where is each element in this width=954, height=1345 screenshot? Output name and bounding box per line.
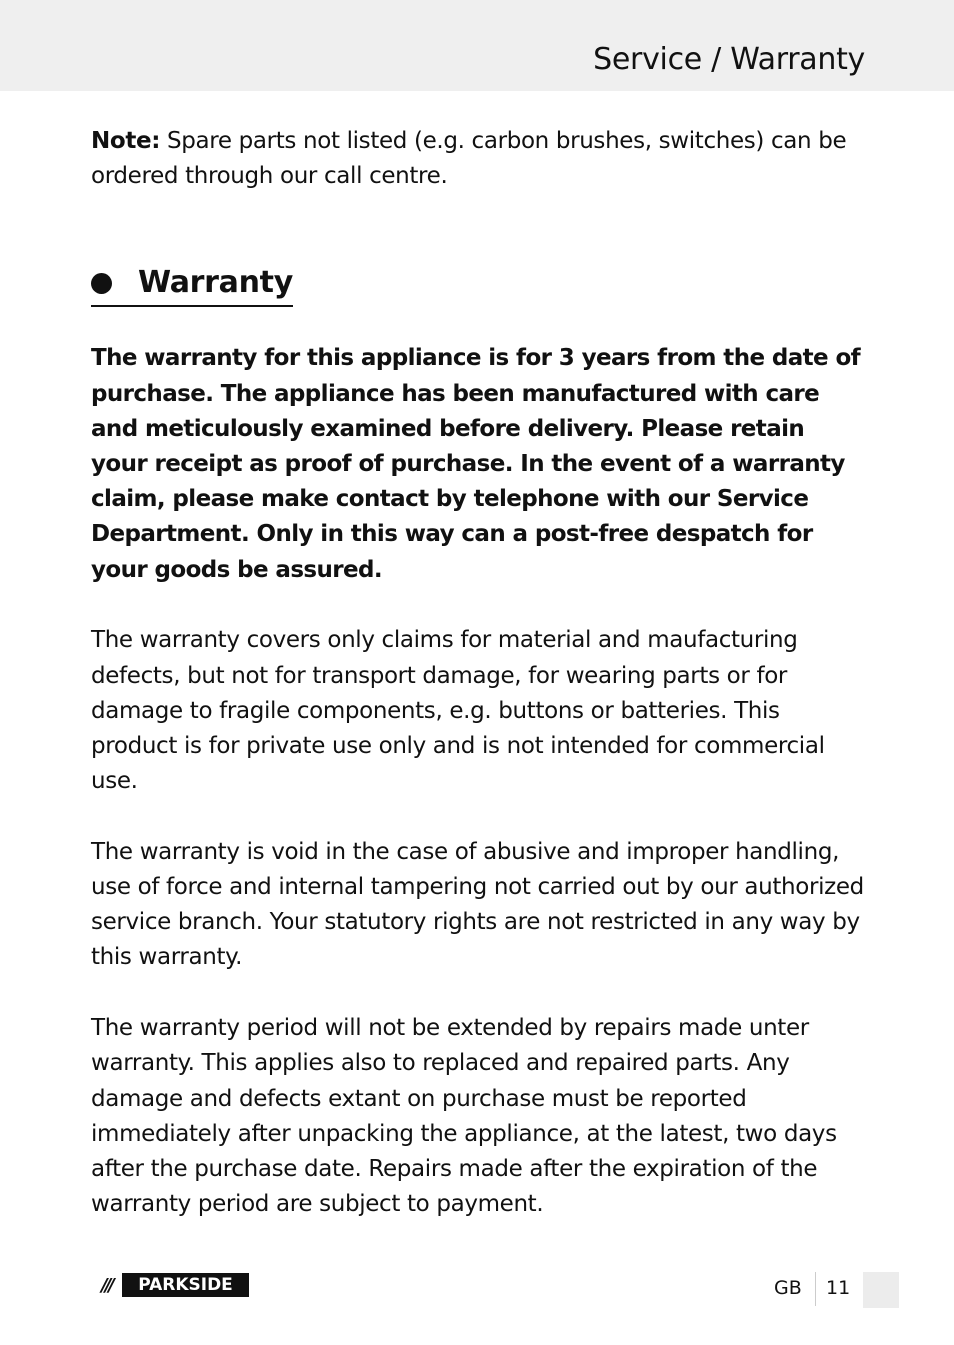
page-title: Service / Warranty — [593, 42, 865, 77]
note-label: Note: — [91, 128, 161, 154]
note-text: Spare parts not listed (e.g. carbon brushes, switches) can be ordered through our call centre. — [91, 128, 847, 190]
warranty-intro-paragraph: The warranty for this appliance is for 3 years from the date of purchase. The appliance has been manufactured with care and meticulously examined before delivery. Please retain your receipt as proof of purchase. In the event of a warranty claim, please make contact by telephone with our Service Department. Only in this way can a post-free despatch for your goods be assured. — [91, 345, 861, 583]
logo-text: PARKSIDE — [122, 1273, 249, 1297]
note-paragraph — [91, 124, 866, 194]
page-number: 11 — [826, 1277, 851, 1299]
parkside-logo — [91, 1273, 249, 1297]
warranty-coverage-paragraph: The warranty covers only claims for material and maufacturing defects, but not for transport damage, for wearing parts or for damage to fragile components, e.g. buttons or batteries. This product is for private use only and is not intended for commercial use. — [91, 627, 825, 795]
logo-slashes: /// — [101, 1274, 112, 1296]
footer-divider — [815, 1272, 816, 1306]
warranty-period-paragraph: The warranty period will not be extended by repairs made unter warranty. This applies also to replaced and repaired parts. Any damage and defects extant on purchase must be reported immediately after unpacking the appliance, at the latest, two days after the purchase date. Repairs made after the expiration of the warranty period are subject to payment. — [91, 1015, 837, 1218]
section-heading-warranty — [91, 263, 293, 307]
section-title: Warranty — [138, 265, 293, 301]
warranty-void-paragraph: The warranty is void in the case of abusive and improper handling, use of force and internal tampering not carried out by our authorized service branch. Your statutory rights are not restricted in any way by this warranty. — [91, 838, 864, 971]
page-tab-marker — [863, 1272, 899, 1308]
bullet-icon — [91, 273, 112, 294]
language-code: GB — [774, 1277, 802, 1299]
content — [91, 124, 866, 1222]
